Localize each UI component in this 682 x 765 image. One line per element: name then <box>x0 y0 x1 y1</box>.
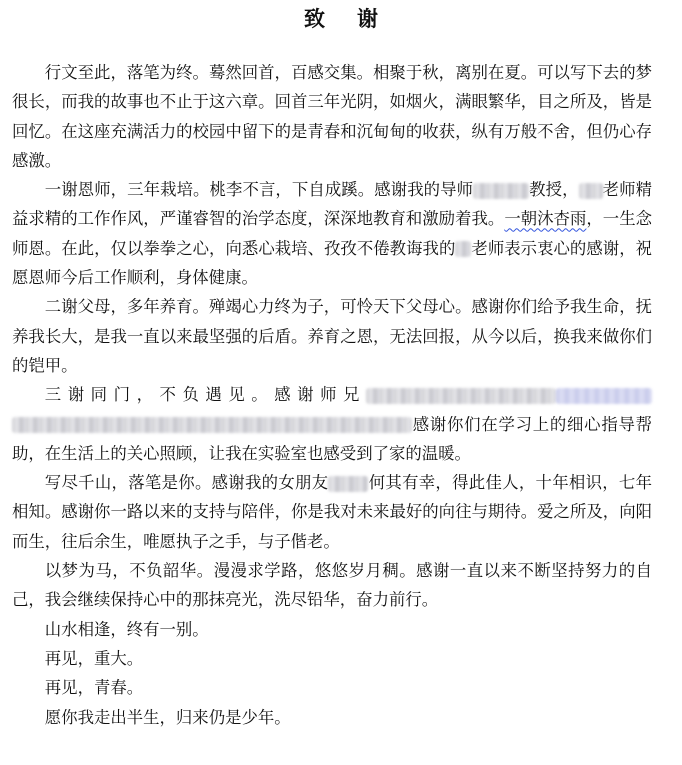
paragraph-thanks-girlfriend <box>12 468 652 556</box>
document-body <box>12 58 652 732</box>
text-segment: 老师表示衷心的感谢，祝愿恩师今后工作顺利，身体健康。 <box>12 238 653 288</box>
text-segment: 何其有幸，得此佳人，十年相识，七年相知。感谢你一路以来的支持与陪伴，你是我对未来最好的向往与期待。爱之所及，向阳而生，往后余生，唯愿执子之手，与子偕老。 <box>12 473 653 551</box>
redacted-names <box>12 417 412 433</box>
text-segment: 教授， <box>529 180 579 200</box>
paragraph-closing-2: 再见，重大。 <box>44 648 144 668</box>
text-segment: ，一生念师恩。在此，仅以拳拳之心，向悉心栽培、孜孜不倦教诲我的 <box>12 209 653 258</box>
page-title: 致谢 <box>304 7 410 31</box>
paragraph-closing-3: 再见，青春。 <box>44 678 144 698</box>
text-segment: 三谢同门，不负遇见。感谢师兄 <box>44 385 366 405</box>
redacted-name <box>473 183 529 199</box>
redacted-names <box>556 388 652 404</box>
text-segment: 老师精益求精的工作作风，严谨睿智的治学态度，深深地教育和激励着我。 <box>12 180 653 229</box>
paragraph-thanks-advisor <box>12 175 652 292</box>
redacted-name <box>455 241 471 257</box>
redacted-names <box>366 388 556 404</box>
redacted-name <box>328 476 368 492</box>
text-segment: 感谢你们在学习上的细心指导帮助，在生活上的关心照顾，让我在实验室也感受到了家的温暖。 <box>12 414 652 463</box>
paragraph-thanks-labmates <box>12 380 652 468</box>
paragraph-closing-1: 山水相逢，终有一别。 <box>44 619 209 639</box>
redacted-name <box>579 183 603 199</box>
paragraph-thanks-self: 以梦为马，不负韶华。漫漫求学路，悠悠岁月稠。感谢一直以来不断坚持努力的自己，我会继续保持心中的那抹亮光，洗尽铅华，奋力前行。 <box>12 561 652 610</box>
spellcheck-underlined-text: 一朝沐杏雨 <box>504 209 587 229</box>
text-segment: 写尽千山，落笔是你。感谢我的女朋友 <box>44 473 329 493</box>
text-segment: 一谢恩师，三年栽培。桃李不言，下自成蹊。感谢我的导师 <box>44 180 474 200</box>
paragraph-thanks-parents: 二谢父母，多年养育。殚竭心力终为子，可怜天下父母心。感谢你们给予我生命，抚养我长大，是我一直以来最坚强的后盾。养育之恩，无法回报，从今以后，换我来做你们的铠甲。 <box>12 297 652 375</box>
paragraph-closing-4: 愿你我走出半生，归来仍是少年。 <box>44 707 291 727</box>
paragraph-opening: 行文至此，落笔为终。蓦然回首，百感交集。相聚于秋，离别在夏。可以写下去的梦很长，而我的故事也不止于这六章。回首三年光阴，如烟火，满眼繁华，目之所及，皆是回忆。在这座充满活力的校园中留下的是青春和沉甸甸的收获，纵有万般不舍，但仍心存感激。 <box>12 63 652 170</box>
